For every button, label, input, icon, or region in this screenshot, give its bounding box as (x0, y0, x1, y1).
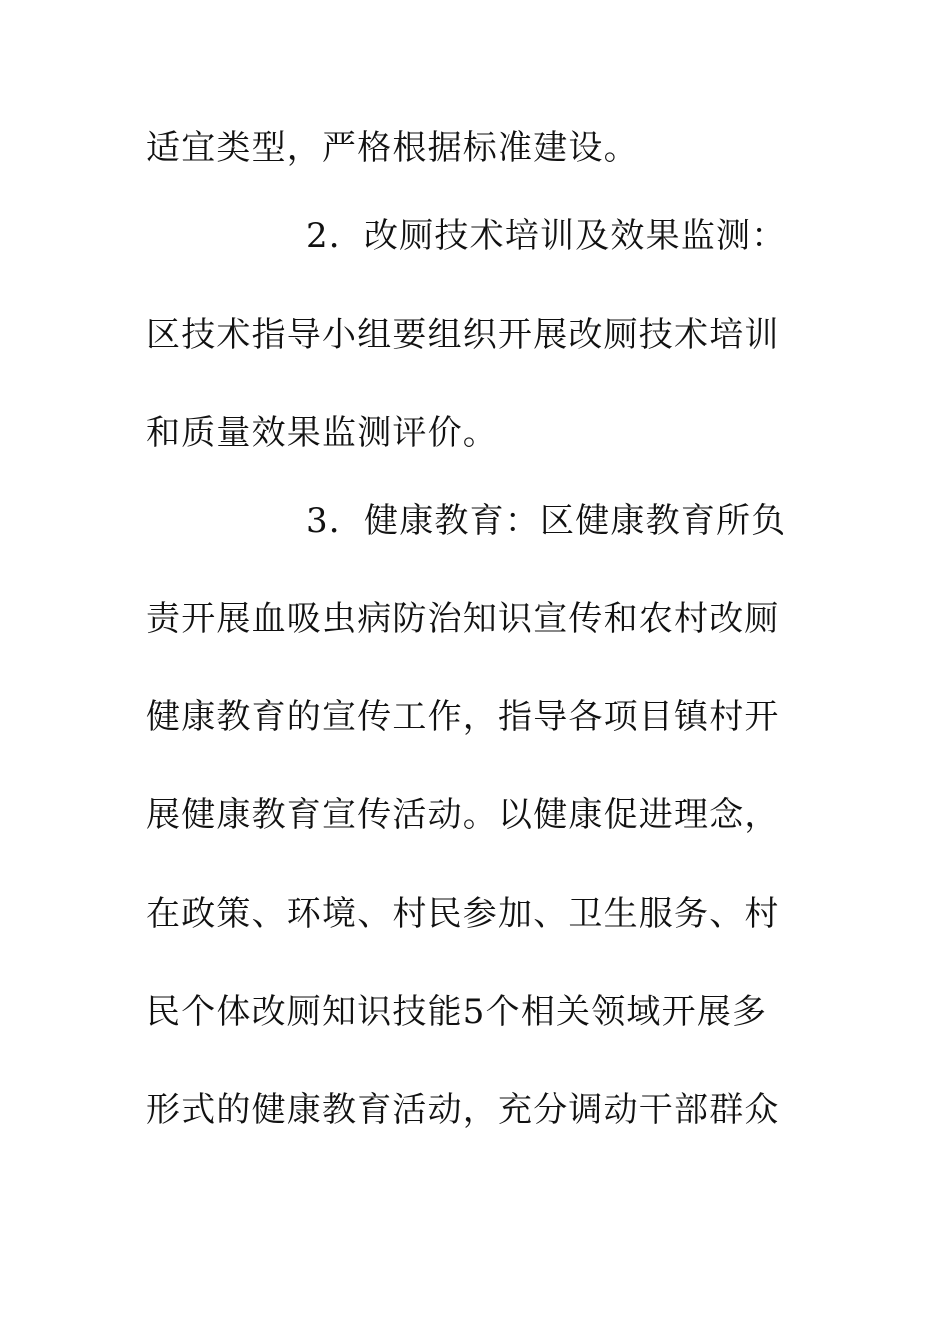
text-line: 责开展血吸虫病防治知识宣传和农村改厕 (146, 599, 780, 639)
text-line: 和质量效果监测评价。 (146, 413, 498, 453)
text-line: 展健康教育宣传活动。以健康促进理念， (146, 795, 780, 835)
text-line: 区技术指导小组要组织开展改厕技术培训 (146, 315, 780, 355)
text-line: 在政策、环境、村民参加、卫生服务、村 (146, 894, 780, 934)
text-line: 形式的健康教育活动，充分调动干部群众 (146, 1090, 780, 1130)
section-heading-3: 3．健康教育：区健康教育所负 (306, 501, 787, 541)
text-line: 适宜类型，严格根据标准建设。 (146, 128, 639, 168)
text-line: 健康教育的宣传工作，指导各项目镇村开 (146, 697, 780, 737)
section-heading-2: 2．改厕技术培训及效果监测： (306, 216, 787, 256)
text-line: 民个体改厕知识技能5个相关领域开展多 (146, 992, 768, 1032)
